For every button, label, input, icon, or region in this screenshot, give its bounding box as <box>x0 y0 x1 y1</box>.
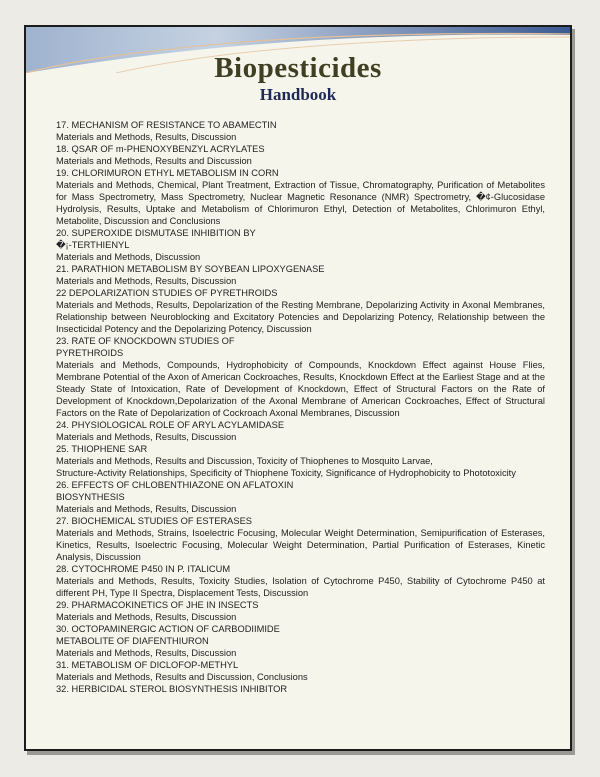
entry-details: Materials and Methods, Results, Discussion <box>56 648 237 658</box>
toc-entry <box>56 563 545 599</box>
entry-details: Materials and Methods, Results, Depolarization of the Resting Membrane, Depolarizing Activity in Axonal Membranes, Relationship between Neuroblocking and Excitatory Potencies and Depolarizing Potency, Relationship between the Insecticidal Potency and the Depolarizing Potency, Discussion <box>56 300 545 334</box>
entry-heading: 30. OCTOPAMINERGIC ACTION OF CARBODIIMIDE <box>56 624 280 634</box>
entry-details: Materials and Methods, Chemical, Plant Treatment, Extraction of Tissue, Chromatography, Purification of Metabolites for Mass Spectrometry, Mass Spectrometry, Nuclear Magnetic Resonance (NMR) Spectrometry, �¢-Glucosidase Hydrolysis, Results, Uptake and Metabolism of Chlorimuron Ethyl, Detection of Metabolites, Chlorimuron Ethyl, Metabolite, Discussion and Conclusions <box>56 180 545 226</box>
table-of-contents <box>56 119 545 695</box>
entry-details: Materials and Methods, Strains, Isoelectric Focusing, Molecular Weight Determination, Semipurification of Esterases, Kinetics, Results, Isoelectric Focusing, Molecular Weight Determination, Partial Purification of Esterases, Kinetic Analysis, Discussion <box>56 528 545 562</box>
entry-heading: 21. PARATHION METABOLISM BY SOYBEAN LIPOXYGENASE <box>56 264 325 274</box>
entry-heading: 23. RATE OF KNOCKDOWN STUDIES OF <box>56 336 235 346</box>
toc-entry <box>56 479 545 515</box>
entry-details: Materials and Methods, Results, Discussion <box>56 612 237 622</box>
entry-heading: 31. METABOLISM OF DICLOFOP-METHYL <box>56 660 239 670</box>
entry-heading: 19. CHLORIMURON ETHYL METABOLISM IN CORN <box>56 168 279 178</box>
toc-entry <box>56 143 545 167</box>
toc-entry <box>56 167 545 227</box>
entry-details: Materials and Methods, Results, Discussion <box>56 132 237 142</box>
toc-entry <box>56 659 545 683</box>
toc-entry <box>56 623 545 659</box>
entry-heading: 20. SUPEROXIDE DISMUTASE INHIBITION BY <box>56 228 256 238</box>
entry-details: Materials and Methods, Results and Discussion, Toxicity of Thiophenes to Mosquito Larvae, <box>56 456 433 466</box>
entry-heading: BIOSYNTHESIS <box>56 492 125 502</box>
entry-heading: 26. EFFECTS OF CHLOBENTHIAZONE ON AFLATOXIN <box>56 480 294 490</box>
entry-heading: 18. QSAR OF m-PHENOXYBENZYL ACRYLATES <box>56 144 265 154</box>
entry-details: Materials and Methods, Discussion <box>56 252 201 262</box>
entry-heading: �¡-TERTHIENYL <box>56 240 130 250</box>
entry-details: Materials and Methods, Results, Discussion <box>56 504 237 514</box>
toc-entry <box>56 119 545 143</box>
entry-details: Materials and Methods, Compounds, Hydrophobicity of Compounds, Knockdown Effect against House Flies, Membrane Potential of the Axon of American Cockroaches, Results, Knockdown Effect at the Earliest Stage and at the Steady State of Intoxication, Rate of Development of Knockdown, Effect of Structural Factors on the Rate of Development of Knockdown,Depolarization of the Axonal Membrane of American Cockroaches, Effect of Structural Factors on the Rate of Depolarization of Cockroach Axonal Membranes, Discussion <box>56 360 545 418</box>
entry-heading: 28. CYTOCHROME P450 IN P. ITALICUM <box>56 564 231 574</box>
toc-entry <box>56 263 545 287</box>
entry-heading: 32. HERBICIDAL STEROL BIOSYNTHESIS INHIBITOR <box>56 684 288 694</box>
entry-heading: 17. MECHANISM OF RESISTANCE TO ABAMECTIN <box>56 120 277 130</box>
entry-heading: 27. BIOCHEMICAL STUDIES OF ESTERASES <box>56 516 252 526</box>
entry-details: Materials and Methods, Results, Toxicity Studies, Isolation of Cytochrome P450, Stability of Cytochrome P450 at different PH, Type II Spectra, Displacement Tests, Discussion <box>56 576 545 598</box>
toc-entry <box>56 599 545 623</box>
book-subtitle: Handbook <box>259 85 337 104</box>
toc-entry <box>56 227 545 263</box>
book-title: Biopesticides <box>214 52 382 84</box>
toc-entry <box>56 419 545 443</box>
entry-details: Materials and Methods, Results, Discussion <box>56 432 237 442</box>
title-block <box>26 51 570 105</box>
toc-entry <box>56 515 545 563</box>
toc-entry <box>56 335 545 419</box>
entry-details: Materials and Methods, Results and Discussion, Conclusions <box>56 672 308 682</box>
entry-heading: METABOLITE OF DIAFENTHIURON <box>56 636 209 646</box>
entry-heading: PYRETHROIDS <box>56 348 124 358</box>
entry-heading: 24. PHYSIOLOGICAL ROLE OF ARYL ACYLAMIDASE <box>56 420 285 430</box>
toc-entry <box>56 443 545 479</box>
entry-details: Materials and Methods, Results and Discussion <box>56 156 252 166</box>
entry-heading: 22 DEPOLARIZATION STUDIES OF PYRETHROIDS <box>56 288 278 298</box>
toc-entry <box>56 287 545 335</box>
entry-heading: 25. THIOPHENE SAR <box>56 444 148 454</box>
entry-details: Structure-Activity Relationships, Specificity of Thiophene Toxicity, Significance of Hydrophobicity to Phototoxicity <box>56 468 516 478</box>
page-frame <box>24 25 572 751</box>
entry-details: Materials and Methods, Results, Discussion <box>56 276 237 286</box>
toc-entry <box>56 683 545 695</box>
entry-heading: 29. PHARMACOKINETICS OF JHE IN INSECTS <box>56 600 259 610</box>
